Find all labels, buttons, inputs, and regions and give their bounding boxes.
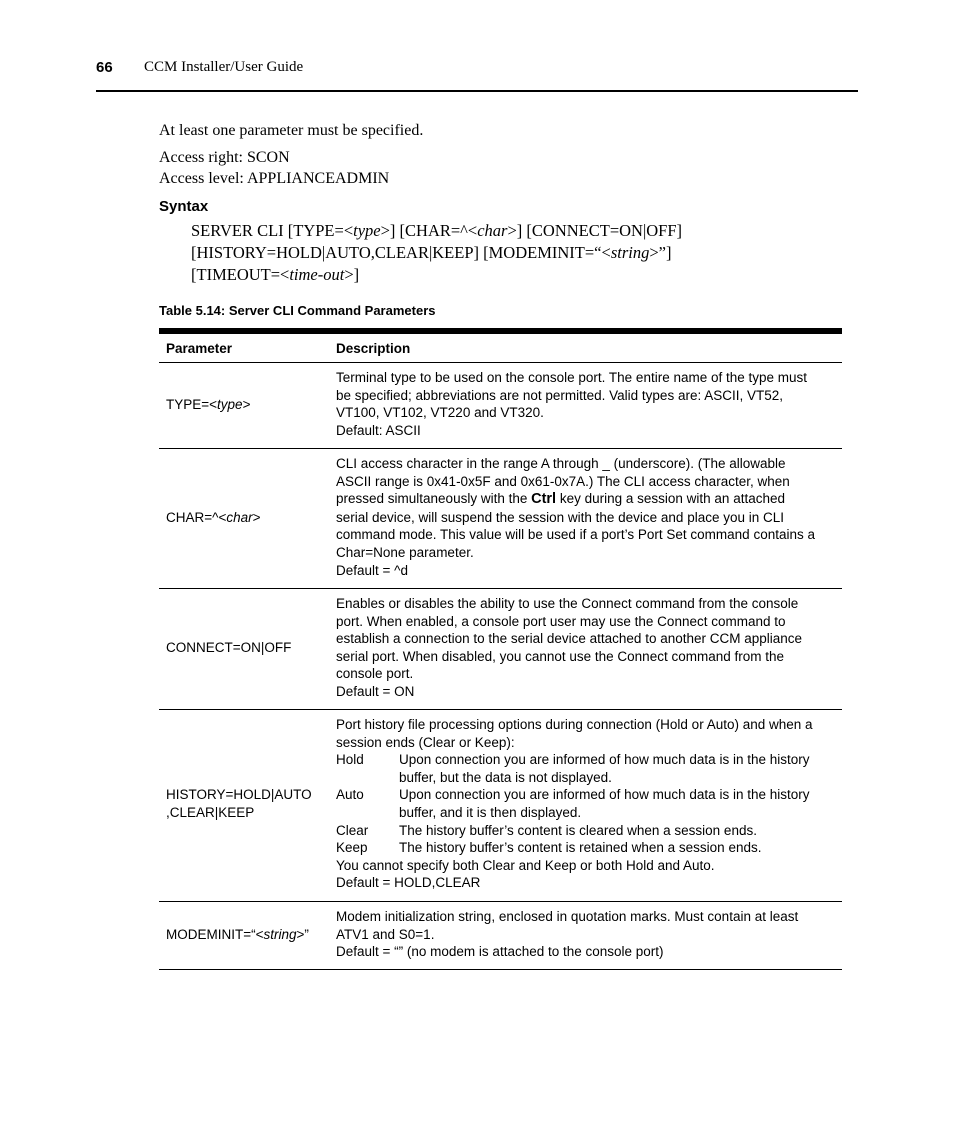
syntax-line-3: [TIMEOUT=<time-out>] (191, 265, 360, 284)
history-option-clear: Clear The history buffer’s content is cleared when a session ends. (336, 822, 757, 838)
param-connect: CONNECT=ON|OFF (166, 640, 292, 655)
header-parameter: Parameter (166, 341, 233, 356)
table-row-history (159, 710, 842, 902)
desc-char: CLI access character in the range A through _ (underscore). (The allowable ASCII range is 0x41-0x5F and 0x61-0x7A.) The CLI access character, when pressed simultaneously with the Ctrl key during a session with an attached serial device, will suspend the session with the device and place you in CLI command mode. This value will be used if a port’s Port Set command contains a Char=None parameter. Default = ^d (336, 456, 815, 578)
table-row-char (159, 449, 842, 589)
header-description: Description (336, 341, 411, 356)
access-level: Access level: APPLIANCEADMIN (159, 170, 390, 187)
syntax-line-2: [HISTORY=HOLD|AUTO,CLEAR|KEEP] [MODEMINIT=“<string>”] (191, 243, 672, 262)
table-row-connect (159, 589, 842, 710)
syntax-heading: Syntax (159, 198, 209, 215)
table-header-row (159, 334, 842, 363)
page-number: 66 (96, 59, 113, 76)
table-caption: Table 5.14: Server CLI Command Parameters (159, 303, 436, 318)
desc-connect: Enables or disables the ability to use the Connect command from the console port. When enabled, a console port user may use the Connect command to establish a connection to the serial device attached to another CCM appliance serial port. When disabled, you cannot use the Connect command from the console port. Default = ON (336, 596, 803, 699)
intro-text: At least one parameter must be specified. (159, 122, 424, 139)
param-history: HISTORY=HOLD|AUTO ,CLEAR|KEEP (166, 787, 312, 820)
table-row-type (159, 363, 842, 449)
ctrl-key-label: Ctrl (531, 491, 557, 508)
parameters-table (159, 328, 842, 970)
access-right: Access right: SCON (159, 149, 290, 166)
param-modeminit: MODEMINIT=“<string>” (166, 927, 309, 942)
history-option-hold: Hold Upon connection you are informed of how much data is in the history buffer, but the data is not displayed. (336, 752, 810, 785)
running-title: CCM Installer/User Guide (144, 59, 304, 75)
history-option-auto: Auto Upon connection you are informed of how much data is in the history buffer, and it is then displayed. (336, 787, 810, 820)
history-option-keep: Keep The history buffer’s content is retained when a session ends. (336, 840, 762, 856)
table-row-modeminit (159, 902, 842, 970)
desc-history: Port history file processing options during connection (Hold or Auto) and when a session ends (Clear or Keep): Hold Upon connection you are informed of how much data is in the history buffer, but the data is not displayed. Auto Upon connection you are informed of how much data is in the history buffer, and it is then displayed. Clear The history buffer’s content is cleared when a session ends. Keep The history buffer’s content is retained when a session ends. You cannot specify both Clear and Keep or both Hold and Auto. Default = HOLD,CLEAR (336, 716, 836, 892)
page-header (96, 58, 858, 92)
syntax-line-1: SERVER CLI [TYPE=<type>] [CHAR=^<char>] [CONNECT=ON|OFF] (191, 221, 683, 240)
param-type: TYPE=<type> (166, 397, 251, 412)
desc-modeminit: Modem initialization string, enclosed in quotation marks. Must contain at least ATV1 and S0=1. Default = “” (no modem is attached to the console port) (336, 909, 799, 960)
param-char: CHAR=^<char> (166, 510, 261, 525)
desc-type: Terminal type to be used on the console port. The entire name of the type must be specified; abbreviations are not permitted. Valid types are: ASCII, VT52, VT100, VT102, VT220 and VT320. Default: ASCII (336, 370, 808, 438)
